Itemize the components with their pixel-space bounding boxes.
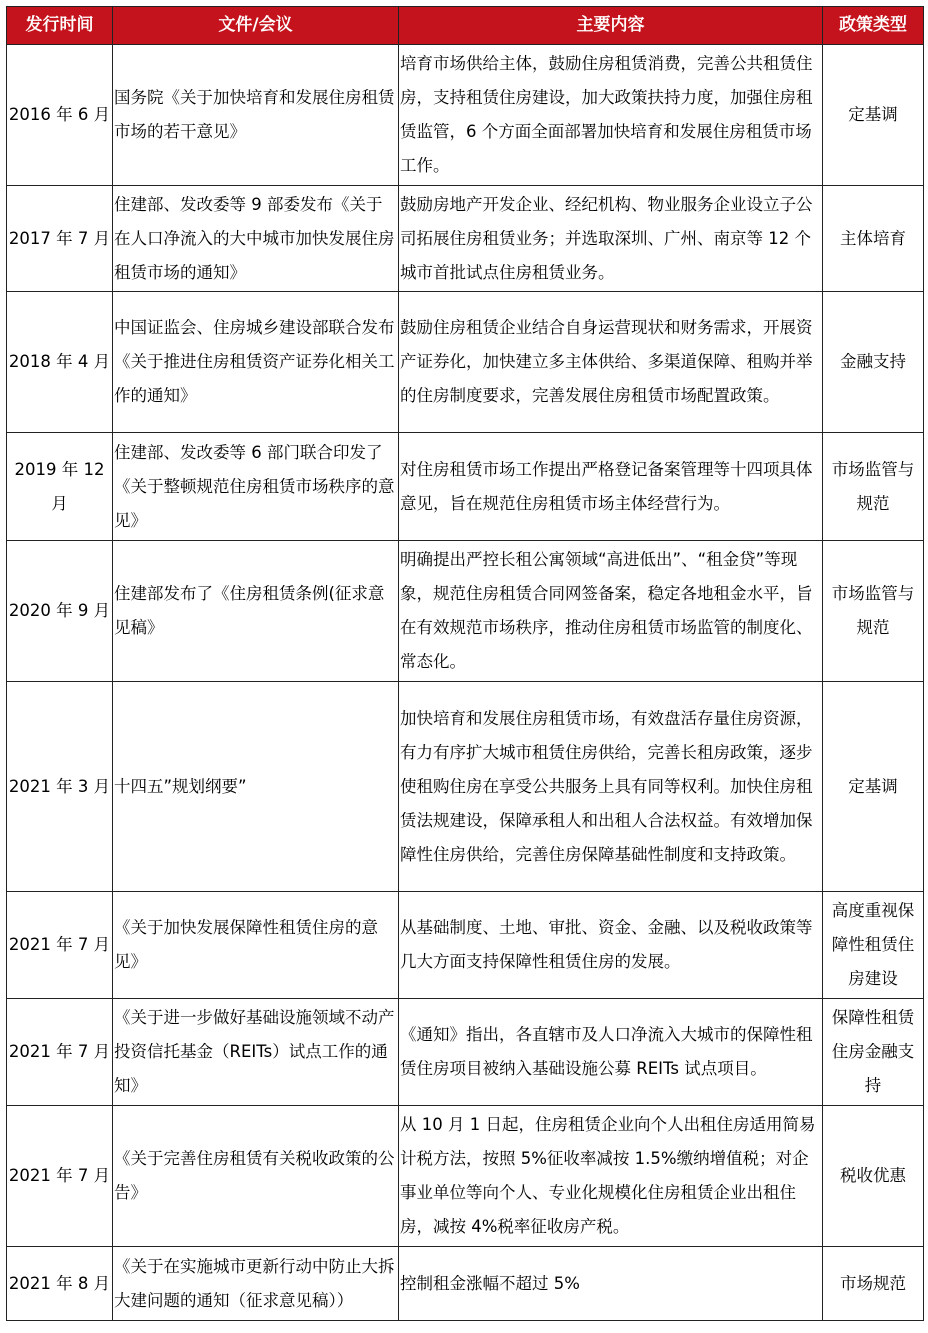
table-row xyxy=(7,682,924,892)
cell-policy-type: 定基调 xyxy=(823,682,924,892)
cell-document: 《关于在实施城市更新行动中防止大拆大建问题的通知（征求意见稿）） xyxy=(113,1247,399,1321)
cell-policy-type: 高度重视保障性租赁住房建设 xyxy=(823,892,924,999)
policy-table-container xyxy=(6,6,924,1321)
table-row xyxy=(7,892,924,999)
cell-date: 2020 年 9 月 xyxy=(7,541,113,682)
table-row xyxy=(7,45,924,186)
table-row xyxy=(7,1247,924,1321)
table-row xyxy=(7,541,924,682)
cell-document: 国务院《关于加快培育和发展住房租赁市场的若干意见》 xyxy=(113,45,399,186)
cell-date: 2021 年 3 月 xyxy=(7,682,113,892)
table-row xyxy=(7,1106,924,1247)
cell-content: 培育市场供给主体，鼓励住房租赁消费，完善公共租赁住房，支持租赁住房建设，加大政策扶持力度，加强住房租赁监管，6 个方面全面部署加快培育和发展住房租赁市场工作。 xyxy=(399,45,823,186)
cell-document: 中国证监会、住房城乡建设部联合发布《关于推进住房租赁资产证券化相关工作的通知》 xyxy=(113,292,399,433)
cell-date: 2021 年 7 月 xyxy=(7,892,113,999)
cell-document: 《关于加快发展保障性租赁住房的意见》 xyxy=(113,892,399,999)
cell-content: 明确提出严控长租公寓领域“高进低出”、“租金贷”等现象，规范住房租赁合同网签备案，稳定各地租金水平，旨在有效规范市场秩序，推动住房租赁市场监管的制度化、常态化。 xyxy=(399,541,823,682)
cell-policy-type: 金融支持 xyxy=(823,292,924,433)
cell-document: 住建部、发改委等 6 部门联合印发了《关于整顿规范住房租赁市场秩序的意见》 xyxy=(113,433,399,541)
cell-content: 鼓励住房租赁企业结合自身运营现状和财务需求，开展资产证券化，加快建立多主体供给、多渠道保障、租购并举的住房制度要求，完善发展住房租赁市场配置政策。 xyxy=(399,292,823,433)
cell-content: 从基础制度、土地、审批、资金、金融、以及税收政策等几大方面支持保障性租赁住房的发展。 xyxy=(399,892,823,999)
table-row xyxy=(7,999,924,1106)
cell-date: 2021 年 8 月 xyxy=(7,1247,113,1321)
cell-document: 《关于完善住房租赁有关税收政策的公告》 xyxy=(113,1106,399,1247)
cell-date: 2021 年 7 月 xyxy=(7,1106,113,1247)
header-content: 主要内容 xyxy=(399,7,823,45)
header-policy-type: 政策类型 xyxy=(823,7,924,45)
cell-document: 十四五”规划纲要” xyxy=(113,682,399,892)
table-header-row xyxy=(7,7,924,45)
cell-policy-type: 保障性租赁住房金融支持 xyxy=(823,999,924,1106)
cell-document: 住建部、发改委等 9 部委发布《关于在人口净流入的大中城市加快发展住房租赁市场的通知》 xyxy=(113,186,399,292)
cell-content: 《通知》指出，各直辖市及人口净流入大城市的保障性租赁住房项目被纳入基础设施公募 REITs 试点项目。 xyxy=(399,999,823,1106)
policy-table xyxy=(6,6,924,1321)
cell-policy-type: 市场监管与规范 xyxy=(823,433,924,541)
cell-date: 2018 年 4 月 xyxy=(7,292,113,433)
header-document: 文件/会议 xyxy=(113,7,399,45)
cell-policy-type: 市场监管与规范 xyxy=(823,541,924,682)
cell-policy-type: 市场规范 xyxy=(823,1247,924,1321)
cell-content: 加快培育和发展住房租赁市场，有效盘活存量住房资源，有力有序扩大城市租赁住房供给，完善长租房政策，逐步使租购住房在享受公共服务上具有同等权利。加快住房租赁法规建设，保障承租人和出租人合法权益。有效增加保障性住房供给，完善住房保障基础性制度和支持政策。 xyxy=(399,682,823,892)
cell-date: 2021 年 7 月 xyxy=(7,999,113,1106)
table-row xyxy=(7,186,924,292)
table-row xyxy=(7,433,924,541)
cell-content: 控制租金涨幅不超过 5% xyxy=(399,1247,823,1321)
cell-document: 住建部发布了《住房租赁条例(征求意见稿》 xyxy=(113,541,399,682)
cell-policy-type: 主体培育 xyxy=(823,186,924,292)
cell-document: 《关于进一步做好基础设施领域不动产投资信托基金（REITs）试点工作的通知》 xyxy=(113,999,399,1106)
cell-policy-type: 税收优惠 xyxy=(823,1106,924,1247)
header-date: 发行时间 xyxy=(7,7,113,45)
cell-content: 从 10 月 1 日起，住房租赁企业向个人出租住房适用简易计税方法，按照 5%征收率减按 1.5%缴纳增值税；对企事业单位等向个人、专业化规模化住房租赁企业出租住房，减按 4%税率征收房产税。 xyxy=(399,1106,823,1247)
cell-content: 鼓励房地产开发企业、经纪机构、物业服务企业设立子公司拓展住房租赁业务；并选取深圳、广州、南京等 12 个城市首批试点住房租赁业务。 xyxy=(399,186,823,292)
cell-policy-type: 定基调 xyxy=(823,45,924,186)
cell-date: 2017 年 7 月 xyxy=(7,186,113,292)
cell-date: 2019 年 12 月 xyxy=(7,433,113,541)
table-row xyxy=(7,292,924,433)
cell-content: 对住房租赁市场工作提出严格登记备案管理等十四项具体意见，旨在规范住房租赁市场主体经营行为。 xyxy=(399,433,823,541)
cell-date: 2016 年 6 月 xyxy=(7,45,113,186)
